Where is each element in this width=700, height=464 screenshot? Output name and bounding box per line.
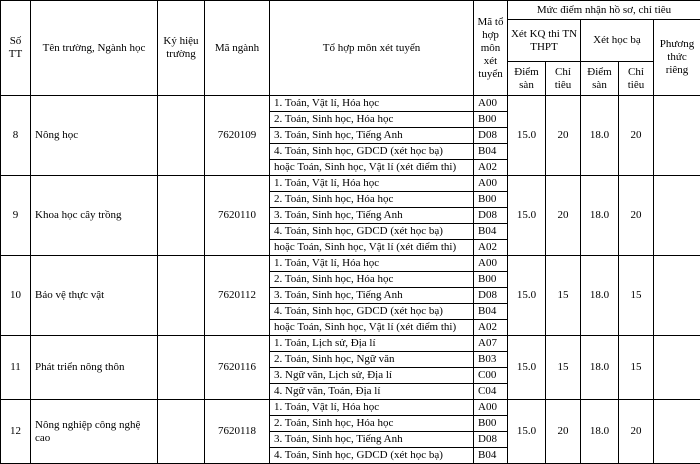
major-code: 7620116	[205, 336, 270, 400]
major-name: Bảo vệ thực vật	[31, 256, 158, 336]
thpt-quota: 20	[546, 96, 581, 176]
school-symbol-cell	[158, 400, 205, 464]
table-row	[1, 400, 700, 416]
table-row	[1, 176, 700, 192]
combo-name: hoặc Toán, Sinh học, Vật lí (xét điểm thi)	[270, 240, 474, 256]
combo-code: D08	[474, 432, 508, 448]
hb-quota: 20	[619, 176, 654, 256]
thpt-quota: 15	[546, 256, 581, 336]
combo-name: 4. Toán, Sinh học, GDCD (xét học bạ)	[270, 448, 474, 464]
table-row	[1, 336, 700, 352]
combo-code: B03	[474, 352, 508, 368]
thpt-floor: 15.0	[508, 176, 546, 256]
combo-code: B00	[474, 192, 508, 208]
combo-name: 2. Toán, Sinh học, Hóa học	[270, 112, 474, 128]
combo-code: A00	[474, 96, 508, 112]
major-name: Nông học	[31, 96, 158, 176]
combo-name: 1. Toán, Vật lí, Hóa học	[270, 400, 474, 416]
combo-name: 3. Toán, Sinh học, Tiếng Anh	[270, 288, 474, 304]
combo-code: D08	[474, 208, 508, 224]
major-name: Nông nghiệp công nghệ cao	[31, 400, 158, 464]
header-hb-quota: Chỉ tiêu	[619, 62, 654, 96]
row-stt: 11	[1, 336, 31, 400]
header-major-code: Mã ngành	[205, 1, 270, 96]
combo-name: 4. Toán, Sinh học, GDCD (xét học bạ)	[270, 224, 474, 240]
header-school-symbol: Ký hiệu trường	[158, 1, 205, 96]
combo-code: B00	[474, 112, 508, 128]
combo-name: 4. Toán, Sinh học, GDCD (xét học bạ)	[270, 304, 474, 320]
major-code: 7620110	[205, 176, 270, 256]
combo-name: 2. Toán, Sinh học, Hóa học	[270, 416, 474, 432]
thpt-floor: 15.0	[508, 96, 546, 176]
combo-code: A07	[474, 336, 508, 352]
header-school-major: Tên trường, Ngành học	[31, 1, 158, 96]
header-thpt-floor: Điểm sàn	[508, 62, 546, 96]
school-symbol-cell	[158, 96, 205, 176]
thpt-floor: 15.0	[508, 400, 546, 464]
combo-code: B04	[474, 144, 508, 160]
other-method-cell	[654, 400, 700, 464]
combo-code: A02	[474, 240, 508, 256]
combo-name: 1. Toán, Vật lí, Hóa học	[270, 176, 474, 192]
major-code: 7620109	[205, 96, 270, 176]
header-combo: Tổ hợp môn xét tuyển	[270, 1, 474, 96]
header-combo-code: Mã tổ hợp môn xét tuyển	[474, 1, 508, 96]
combo-code: A02	[474, 320, 508, 336]
combo-name: hoặc Toán, Sinh học, Vật lí (xét điểm thi)	[270, 160, 474, 176]
combo-name: 2. Toán, Sinh học, Ngữ văn	[270, 352, 474, 368]
combo-code: D08	[474, 128, 508, 144]
combo-name: 3. Ngữ văn, Lịch sử, Địa lí	[270, 368, 474, 384]
combo-name: 4. Toán, Sinh học, GDCD (xét học bạ)	[270, 144, 474, 160]
hb-quota: 15	[619, 256, 654, 336]
header-stt: Số TT	[1, 1, 31, 96]
school-symbol-cell	[158, 176, 205, 256]
other-method-cell	[654, 256, 700, 336]
major-code: 7620112	[205, 256, 270, 336]
combo-code: B04	[474, 448, 508, 464]
thpt-floor: 15.0	[508, 256, 546, 336]
combo-name: 3. Toán, Sinh học, Tiếng Anh	[270, 128, 474, 144]
thpt-floor: 15.0	[508, 336, 546, 400]
thpt-quota: 20	[546, 400, 581, 464]
table-body	[1, 96, 700, 464]
combo-name: 2. Toán, Sinh học, Hóa học	[270, 192, 474, 208]
row-stt: 10	[1, 256, 31, 336]
thpt-quota: 15	[546, 336, 581, 400]
hb-floor: 18.0	[581, 256, 619, 336]
combo-code: A02	[474, 160, 508, 176]
combo-name: 1. Toán, Vật lí, Hóa học	[270, 96, 474, 112]
major-name: Khoa học cây trồng	[31, 176, 158, 256]
major-code: 7620118	[205, 400, 270, 464]
header-transcript: Xét học bạ	[581, 20, 654, 62]
combo-code: C04	[474, 384, 508, 400]
other-method-cell	[654, 336, 700, 400]
header-thpt: Xét KQ thi TN THPT	[508, 20, 581, 62]
header-criteria: Mức điểm nhận hồ sơ, chỉ tiêu	[508, 1, 700, 20]
combo-code: B00	[474, 272, 508, 288]
other-method-cell	[654, 176, 700, 256]
header-hb-floor: Điểm sàn	[581, 62, 619, 96]
row-stt: 9	[1, 176, 31, 256]
school-symbol-cell	[158, 256, 205, 336]
other-method-cell	[654, 96, 700, 176]
combo-code: B04	[474, 224, 508, 240]
table-row	[1, 256, 700, 272]
combo-name: 3. Toán, Sinh học, Tiếng Anh	[270, 208, 474, 224]
hb-quota: 20	[619, 400, 654, 464]
hb-floor: 18.0	[581, 336, 619, 400]
hb-floor: 18.0	[581, 176, 619, 256]
combo-name: 1. Toán, Vật lí, Hóa học	[270, 256, 474, 272]
combo-name: 4. Ngữ văn, Toán, Địa lí	[270, 384, 474, 400]
combo-code: B00	[474, 416, 508, 432]
combo-name: hoặc Toán, Sinh học, Vật lí (xét điểm thi)	[270, 320, 474, 336]
combo-code: A00	[474, 256, 508, 272]
hb-floor: 18.0	[581, 96, 619, 176]
hb-floor: 18.0	[581, 400, 619, 464]
hb-quota: 15	[619, 336, 654, 400]
table-row	[1, 96, 700, 112]
combo-code: B04	[474, 304, 508, 320]
row-stt: 12	[1, 400, 31, 464]
thpt-quota: 20	[546, 176, 581, 256]
combo-code: A00	[474, 400, 508, 416]
combo-name: 3. Toán, Sinh học, Tiếng Anh	[270, 432, 474, 448]
combo-name: 2. Toán, Sinh học, Hóa học	[270, 272, 474, 288]
major-name: Phát triển nông thôn	[31, 336, 158, 400]
hb-quota: 20	[619, 96, 654, 176]
combo-code: C00	[474, 368, 508, 384]
combo-code: D08	[474, 288, 508, 304]
combo-code: A00	[474, 176, 508, 192]
school-symbol-cell	[158, 336, 205, 400]
combo-name: 1. Toán, Lịch sử, Địa lí	[270, 336, 474, 352]
row-stt: 8	[1, 96, 31, 176]
header-other-method: Phương thức riêng	[654, 20, 700, 96]
header-thpt-quota: Chỉ tiêu	[546, 62, 581, 96]
